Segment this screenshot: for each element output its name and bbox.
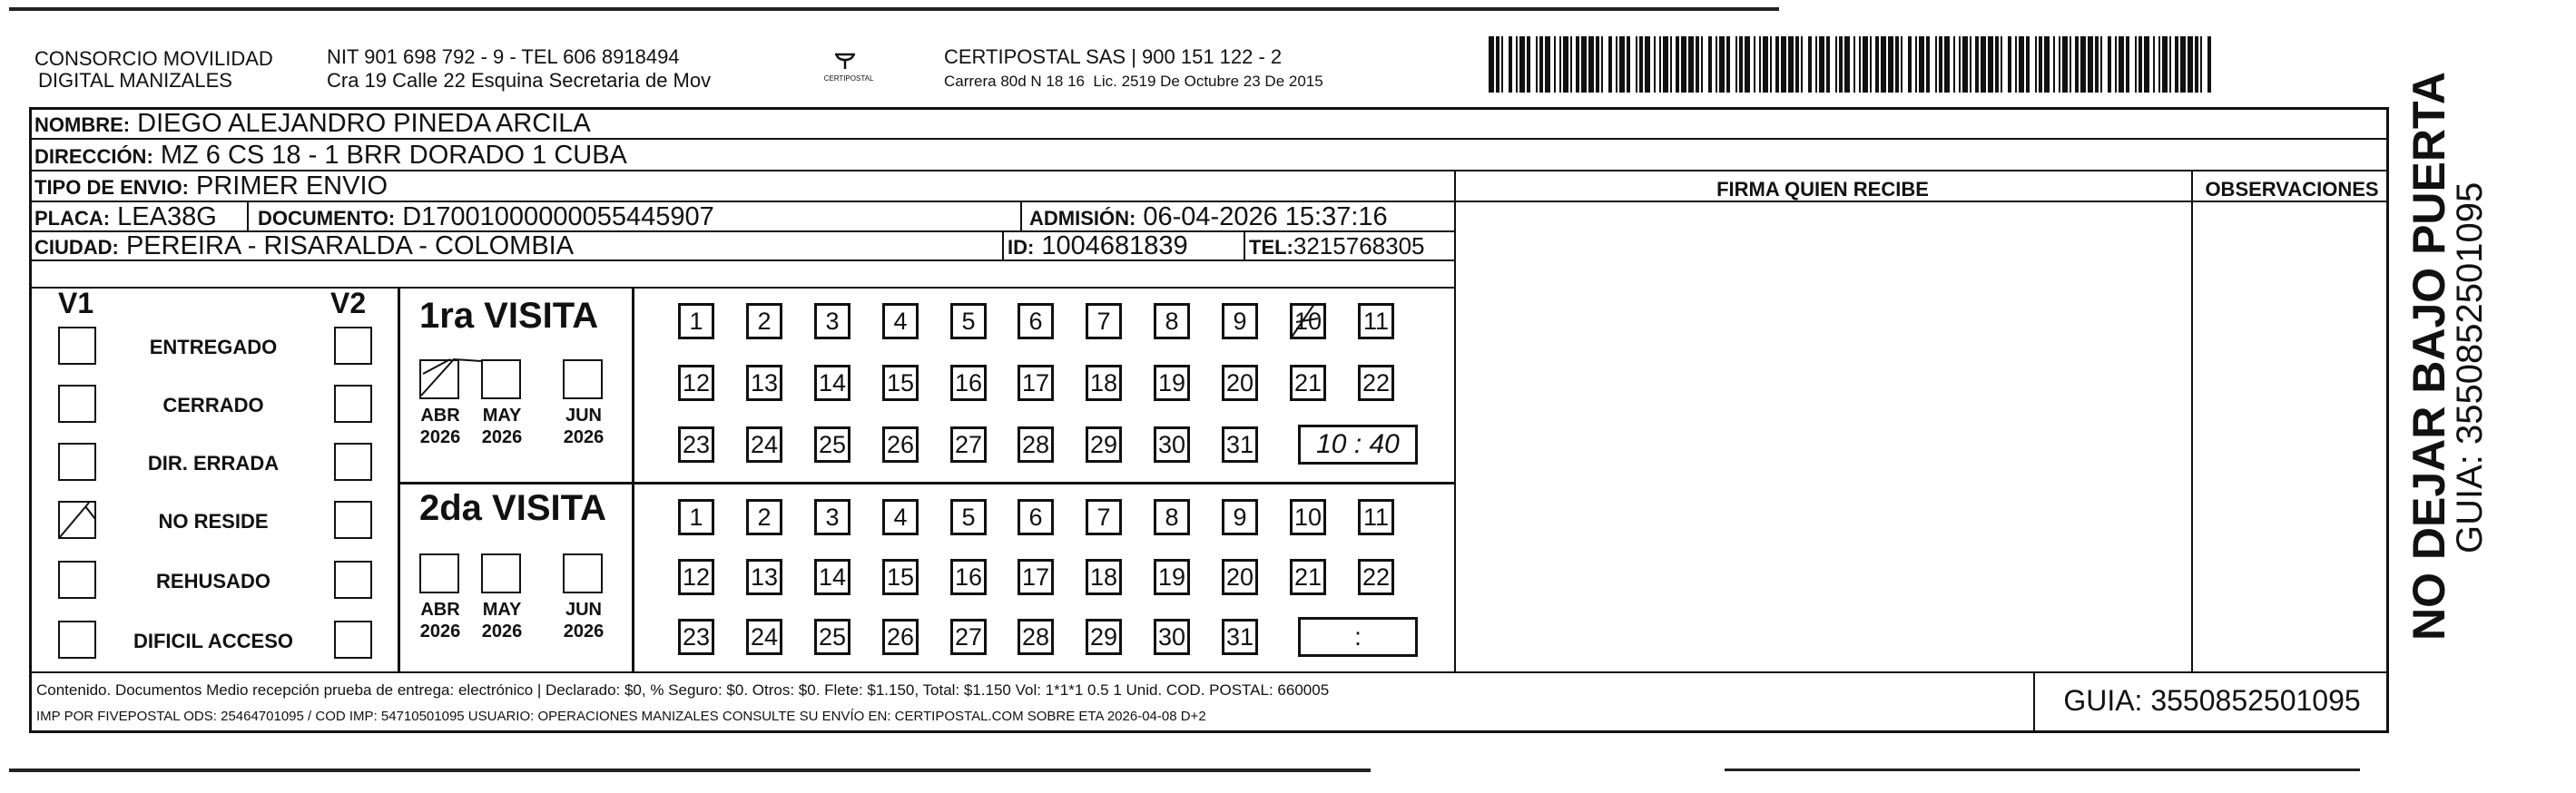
tel-row: TEL:3215768305 bbox=[1249, 232, 1425, 259]
visit1-day-8[interactable]: 8 bbox=[1154, 303, 1190, 339]
courier-line2: Carrera 80d N 18 16 Lic. 2519 De Octubre 23 De 2015 bbox=[944, 73, 1323, 90]
v1-checkbox-dir-errada[interactable] bbox=[58, 443, 96, 481]
visit2-day-3[interactable]: 3 bbox=[814, 499, 850, 535]
visit1-day-30[interactable]: 30 bbox=[1154, 426, 1190, 463]
visit1-day-10[interactable]: 10 bbox=[1290, 303, 1326, 339]
status-label-dir-errada: DIR. ERRADA bbox=[147, 452, 280, 475]
v1-label: V1 bbox=[58, 287, 94, 319]
footer-line2: IMP POR FIVEPOSTAL ODS: 25464701095 / COD IMP: 54710501095 USUARIO: OPERACIONES MANIZALES CONSULTE SU ENVÍO EN: CERTIPOSTAL.COM SOBRE ETA 2026-04-08 D+2 bbox=[36, 709, 1206, 724]
v2-checkbox-cerrado[interactable] bbox=[334, 385, 372, 423]
visit1-day-15[interactable]: 15 bbox=[882, 365, 919, 401]
visit2-day-26[interactable]: 26 bbox=[882, 619, 919, 655]
visit2-day-22[interactable]: 22 bbox=[1358, 559, 1394, 595]
visit2-month-label-abr: ABR 2026 bbox=[419, 600, 461, 641]
v2-checkbox-dificil-acceso[interactable] bbox=[334, 621, 372, 659]
visit2-day-17[interactable]: 17 bbox=[1018, 559, 1054, 595]
recipient-name: DIEGO ALEJANDRO PINEDA ARCILA bbox=[137, 109, 591, 138]
visit2-day-27[interactable]: 27 bbox=[950, 619, 987, 655]
visit1-day-21[interactable]: 21 bbox=[1290, 365, 1326, 401]
signature-header: FIRMA QUIEN RECIBE bbox=[1716, 178, 1929, 201]
document: D17001000000055445907 bbox=[402, 202, 714, 231]
visit1-month-box-may[interactable] bbox=[481, 359, 521, 399]
v1-checkbox-entregado[interactable] bbox=[58, 327, 96, 365]
scan-edge-top bbox=[9, 7, 1779, 11]
visit1-day-11[interactable]: 11 bbox=[1358, 303, 1394, 339]
visit1-day-2[interactable]: 2 bbox=[746, 303, 782, 339]
visit2-day-14[interactable]: 14 bbox=[814, 559, 850, 595]
visit2-day-21[interactable]: 21 bbox=[1290, 559, 1326, 595]
visit2-day-15[interactable]: 15 bbox=[882, 559, 919, 595]
visit1-day-14[interactable]: 14 bbox=[814, 365, 850, 401]
visit1-day-17[interactable]: 17 bbox=[1018, 365, 1054, 401]
visit2-title: 2da VISITA bbox=[419, 488, 606, 528]
status-label-entregado: ENTREGADO bbox=[149, 336, 278, 358]
visit2-day-2[interactable]: 2 bbox=[746, 499, 782, 535]
company-line1: CONSORCIO MOVILIDAD bbox=[34, 47, 273, 70]
visit2-day-8[interactable]: 8 bbox=[1154, 499, 1190, 535]
v2-checkbox-entregado[interactable] bbox=[334, 327, 372, 365]
v1-checkbox-rehusado[interactable] bbox=[58, 561, 96, 599]
visit2-day-28[interactable]: 28 bbox=[1018, 619, 1054, 655]
visit2-month-box-jun[interactable] bbox=[563, 553, 603, 593]
visit1-day-7[interactable]: 7 bbox=[1086, 303, 1122, 339]
side-guia: GUIA: 3550852501095 bbox=[2450, 181, 2490, 553]
visit1-day-20[interactable]: 20 bbox=[1222, 365, 1258, 401]
visit2-day-4[interactable]: 4 bbox=[882, 499, 919, 535]
v1-checkbox-dificil-acceso[interactable] bbox=[58, 621, 96, 659]
visit2-day-31[interactable]: 31 bbox=[1222, 619, 1258, 655]
visit2-day-29[interactable]: 29 bbox=[1086, 619, 1122, 655]
visit1-day-26[interactable]: 26 bbox=[882, 426, 919, 463]
visit2-day-1[interactable]: 1 bbox=[678, 499, 714, 535]
visit2-day-16[interactable]: 16 bbox=[950, 559, 987, 595]
visit1-month-box-jun[interactable] bbox=[563, 359, 603, 399]
city-row: CIUDAD: PEREIRA - RISARALDA - COLOMBIA bbox=[34, 231, 575, 260]
visit2-day-7[interactable]: 7 bbox=[1086, 499, 1122, 535]
visit1-day-25[interactable]: 25 bbox=[814, 426, 850, 463]
barcode bbox=[1489, 36, 2215, 93]
visit2-day-6[interactable]: 6 bbox=[1018, 499, 1054, 535]
visit1-day-19[interactable]: 19 bbox=[1154, 365, 1190, 401]
tel-value: 3215768305 bbox=[1293, 232, 1425, 259]
visit1-day-6[interactable]: 6 bbox=[1018, 303, 1054, 339]
visit1-month-label-jun: JUN 2026 bbox=[563, 406, 605, 447]
visit1-day-31[interactable]: 31 bbox=[1222, 426, 1258, 463]
v1-checkbox-no-reside[interactable] bbox=[58, 501, 96, 539]
visit2-day-30[interactable]: 30 bbox=[1154, 619, 1190, 655]
visit1-day-18[interactable]: 18 bbox=[1086, 365, 1122, 401]
v2-checkbox-dir-errada[interactable] bbox=[334, 443, 372, 481]
recipient-address: MZ 6 CS 18 - 1 BRR DORADO 1 CUBA bbox=[160, 141, 627, 170]
scan-edge-bottom-2 bbox=[1725, 769, 2360, 771]
visit1-day-29[interactable]: 29 bbox=[1086, 426, 1122, 463]
visit1-day-5[interactable]: 5 bbox=[950, 303, 987, 339]
status-label-no-reside: NO RESIDE bbox=[158, 510, 269, 533]
id-row: ID: 1004681839 bbox=[1008, 231, 1188, 260]
visit1-day-1[interactable]: 1 bbox=[678, 303, 714, 339]
visit2-day-12[interactable]: 12 bbox=[678, 559, 714, 595]
side-warning: NO DEJAR BAJO PUERTA bbox=[2404, 72, 2454, 641]
visit2-month-box-abr[interactable] bbox=[419, 553, 459, 593]
observations-header: OBSERVACIONES bbox=[2205, 178, 2379, 201]
visit1-day-9[interactable]: 9 bbox=[1222, 303, 1258, 339]
visit2-day-10[interactable]: 10 bbox=[1290, 499, 1326, 535]
visit2-day-20[interactable]: 20 bbox=[1222, 559, 1258, 595]
courier-line1: CERTIPOSTAL SAS | 900 151 122 - 2 bbox=[944, 45, 1283, 68]
visit1-day-27[interactable]: 27 bbox=[950, 426, 987, 463]
footer-line1: Contenido. Documentos Medio recepción prueba de entrega: electrónico | Declarado: $0, % Seguro: $0. Otros: $0. Flete: $1.150, Total: $1.150 Vol: 1*1*1 0.5 1 Unid. COD. POSTAL: 660005 bbox=[36, 681, 1330, 699]
visit1-day-22[interactable]: 22 bbox=[1358, 365, 1394, 401]
visit2-time-field[interactable]: : bbox=[1298, 617, 1418, 657]
visit2-day-5[interactable]: 5 bbox=[950, 499, 987, 535]
scan-edge-bottom bbox=[9, 769, 1371, 772]
v2-checkbox-no-reside[interactable] bbox=[334, 501, 372, 539]
document-row: DOCUMENTO: D17001000000055445907 bbox=[258, 202, 714, 231]
id-value: 1004681839 bbox=[1041, 231, 1188, 260]
visit1-day-12[interactable]: 12 bbox=[678, 365, 714, 401]
visit2-day-13[interactable]: 13 bbox=[746, 559, 782, 595]
certipostal-logo-icon bbox=[833, 51, 857, 71]
visit1-title: 1ra VISITA bbox=[419, 296, 599, 336]
nit-line2: Cra 19 Calle 22 Esquina Secretaria de Mov bbox=[327, 69, 712, 92]
nit-line1: NIT 901 698 792 - 9 - TEL 606 8918494 bbox=[327, 45, 680, 68]
send-type-row: TIPO DE ENVIO: PRIMER ENVIO bbox=[34, 171, 388, 201]
visit1-day-13[interactable]: 13 bbox=[746, 365, 782, 401]
visit2-day-9[interactable]: 9 bbox=[1222, 499, 1258, 535]
visit2-month-box-may[interactable] bbox=[481, 553, 521, 593]
name-row: NOMBRE: DIEGO ALEJANDRO PINEDA ARCILA bbox=[34, 109, 591, 138]
plate: LEA38G bbox=[117, 202, 217, 231]
admission-row: ADMISIÓN: 06-04-2026 15:37:16 bbox=[1029, 202, 1388, 231]
address-row: DIRECCIÓN: MZ 6 CS 18 - 1 BRR DORADO 1 CUBA bbox=[34, 141, 627, 170]
status-label-cerrado: CERRADO bbox=[162, 394, 264, 416]
visit2-day-18[interactable]: 18 bbox=[1086, 559, 1122, 595]
visit1-day-23[interactable]: 23 bbox=[678, 426, 714, 463]
visit1-month-label-abr: ABR 2026 bbox=[419, 406, 461, 447]
visit1-day-3[interactable]: 3 bbox=[814, 303, 850, 339]
footer-guia: GUIA: 3550852501095 bbox=[2063, 684, 2361, 717]
visit1-day-28[interactable]: 28 bbox=[1018, 426, 1054, 463]
visit1-day-4[interactable]: 4 bbox=[882, 303, 919, 339]
v2-label: V2 bbox=[330, 287, 367, 319]
visit1-time-field[interactable]: 10 : 40 bbox=[1298, 425, 1418, 465]
city: PEREIRA - RISARALDA - COLOMBIA bbox=[125, 231, 575, 260]
visit2-day-11[interactable]: 11 bbox=[1358, 499, 1394, 535]
v1-checkbox-cerrado[interactable] bbox=[58, 385, 96, 423]
admission: 06-04-2026 15:37:16 bbox=[1143, 202, 1388, 231]
visit1-month-label-may: MAY 2026 bbox=[481, 406, 523, 447]
status-label-dificil-acceso: DIFICIL ACCESO bbox=[133, 630, 293, 652]
v2-checkbox-rehusado[interactable] bbox=[334, 561, 372, 599]
send-type: PRIMER ENVIO bbox=[195, 171, 388, 201]
logo-text: CERTIPOSTAL bbox=[823, 74, 874, 83]
visit1-month-box-abr[interactable] bbox=[419, 359, 459, 399]
visit1-day-16[interactable]: 16 bbox=[950, 365, 987, 401]
company-line2: DIGITAL MANIZALES bbox=[38, 69, 232, 92]
status-label-rehusado: REHUSADO bbox=[156, 570, 270, 592]
visit2-day-24[interactable]: 24 bbox=[746, 619, 782, 655]
visit1-day-24[interactable]: 24 bbox=[746, 426, 782, 463]
plate-row: PLACA: LEA38G bbox=[34, 202, 217, 231]
visit2-month-label-may: MAY 2026 bbox=[481, 600, 523, 641]
visit2-day-19[interactable]: 19 bbox=[1154, 559, 1190, 595]
visit2-day-23[interactable]: 23 bbox=[678, 619, 714, 655]
visit2-month-label-jun: JUN 2026 bbox=[563, 600, 605, 641]
visit2-day-25[interactable]: 25 bbox=[814, 619, 850, 655]
